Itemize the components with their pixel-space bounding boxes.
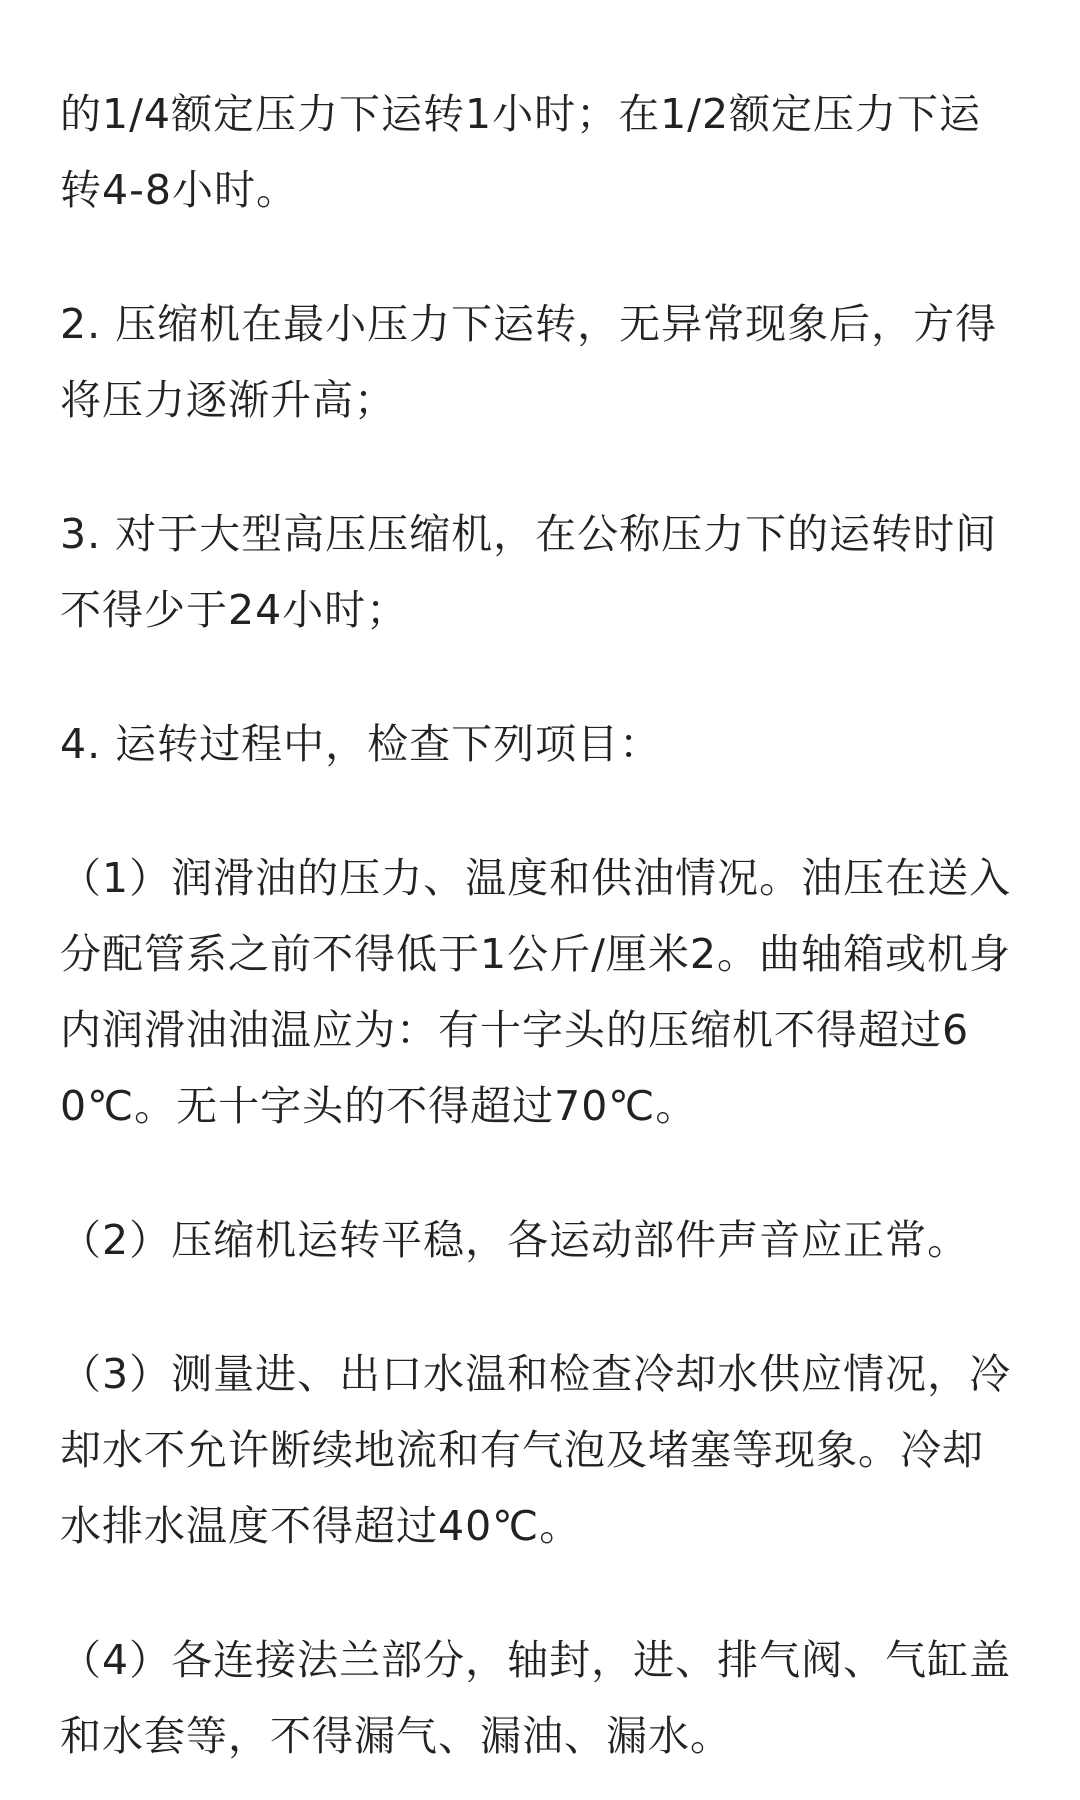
paragraph-subitem-2: （2）压缩机运转平稳，各运动部件声音应正常。	[60, 1216, 970, 1264]
paragraph-item-4: 4. 运转过程中，检查下列项目：	[60, 720, 662, 768]
paragraph-item-3: 3. 对于大型高压压缩机，在公称压力下的运转时间不得少于24小时；	[60, 510, 998, 634]
paragraph-subitem-1: （1）润滑油的压力、温度和供油情况。油压在送入分配管系之前不得低于1公斤/厘米2。曲轴箱或机身内润滑油油温应为：有十字头的压缩机不得超过60℃。无十字头的不得超过70℃。	[60, 854, 1012, 1130]
paragraph-run-hours: 的1/4额定压力下运转1小时；在1/2额定压力下运转4-8小时。	[60, 90, 982, 214]
paragraph-item-2: 2. 压缩机在最小压力下运转，无异常现象后，方得将压力逐渐升高；	[60, 300, 998, 424]
paragraph-subitem-3: （3）测量进、出口水温和检查冷却水供应情况，冷却水不允许断续地流和有气泡及堵塞等现象。冷却水排水温度不得超过40℃。	[60, 1350, 1012, 1550]
paragraph-subitem-4: （4）各连接法兰部分，轴封，进、排气阀、气缸盖和水套等，不得漏气、漏油、漏水。	[60, 1636, 1012, 1760]
